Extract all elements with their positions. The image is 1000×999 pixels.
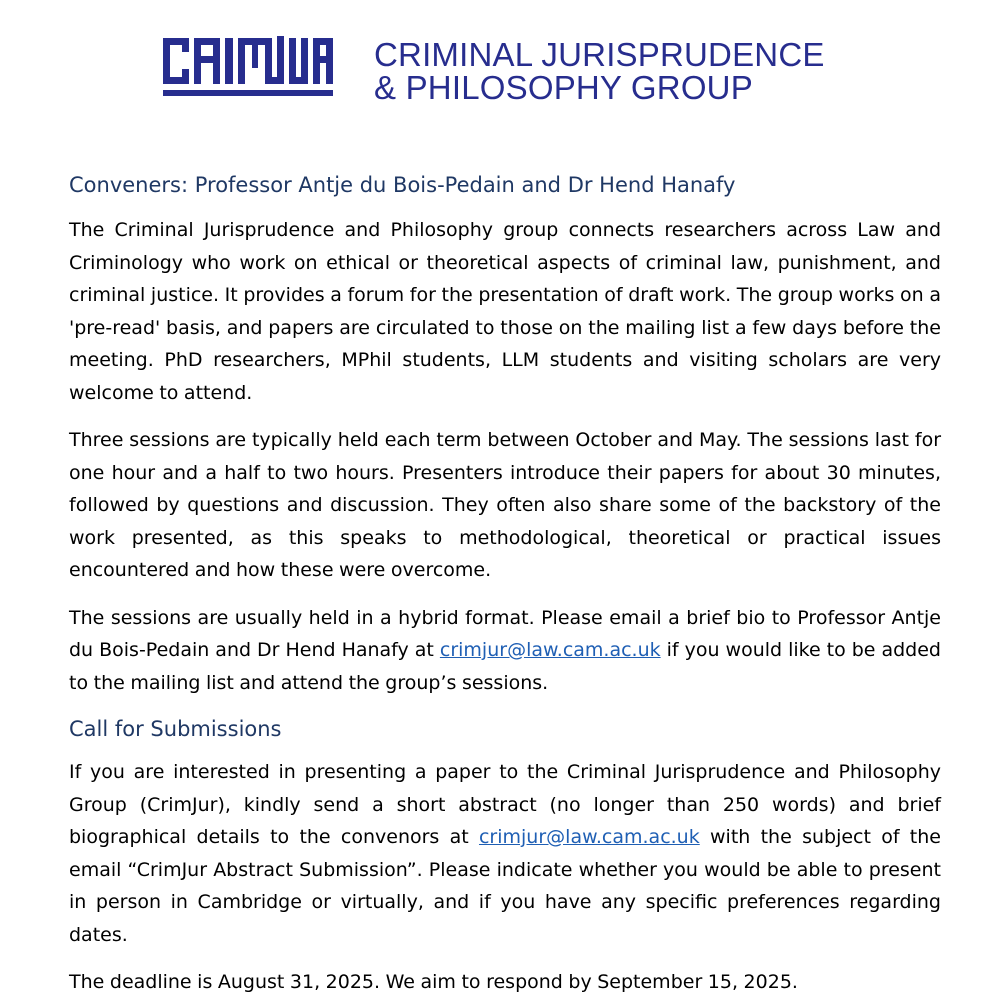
logo-text: CRIMJUR <box>163 36 168 37</box>
sessions-paragraph: Three sessions are typically held each term between October and May. The sessions last for one hour and a half to two hours. Presenters introduce their papers for about 30 minutes, followed by questions and discussion. They often also share some of the backstory of the work presented, as this speaks to methodological, theoretical or practical issues encountered and how these were overcome. <box>69 429 941 581</box>
page-header <box>163 36 825 106</box>
hybrid-text-after: if you would like to be added to the mailing list and attend the group’s sessions. <box>69 639 941 694</box>
call-text-after: with the subject of the email “CrimJur Abstract Submission”. Please indicate whether you would be able to present in person in Cambridge or virtually, and if you have any specific preferences regarding dates. <box>69 826 941 946</box>
call-heading: Call for Submissions <box>69 717 282 741</box>
deadline-paragraph: The deadline is August 31, 2025. We aim to respond by September 15, 2025. <box>69 971 798 993</box>
org-name-line-2: & PHILOSOPHY GROUP <box>374 69 753 106</box>
crimjur-logo <box>163 36 333 98</box>
hybrid-paragraph <box>69 602 941 700</box>
intro-paragraph: The Criminal Jurisprudence and Philosophy group connects researchers across Law and Criminology who work on ethical or theoretical aspects of criminal law, punishment, and criminal justice. It provides a forum for the presentation of draft work. The group works on a 'pre-read' basis, and papers are circulated to those on the mailing list a few days before the meeting. PhD researchers, MPhil students, LLM students and visiting scholars are very welcome to attend. <box>69 219 941 404</box>
email-link[interactable]: crimjur@law.cam.ac.uk <box>478 826 700 848</box>
call-paragraph <box>69 756 941 951</box>
conveners-heading: Conveners: Professor Antje du Bois-Pedain and Dr Hend Hanafy <box>69 173 736 197</box>
email-link[interactable]: crimjur@law.cam.ac.uk <box>439 639 661 661</box>
org-name-line-1: CRIMINAL JURISPRUDENCE <box>374 36 825 73</box>
hybrid-text-before: The sessions are usually held in a hybrid format. Please email a brief bio to Professor Antje du Bois-Pedain and Dr Hend Hanafy at <box>69 606 941 661</box>
main-content <box>69 170 941 999</box>
org-name <box>374 38 825 104</box>
call-text-before: If you are interested in presenting a paper to the Criminal Jurisprudence and Philosophy Group (CrimJur), kindly send a short abstract (no longer than 250 words) and brief biographical details to the convenors at <box>69 761 941 848</box>
